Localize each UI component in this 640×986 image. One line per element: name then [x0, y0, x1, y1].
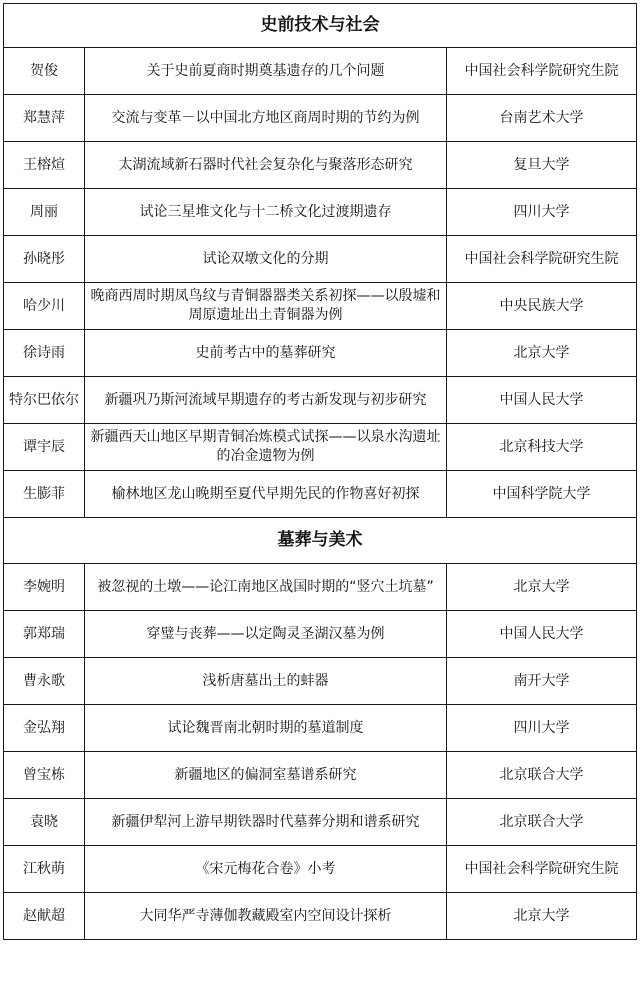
presenter-name: 江秋萌 — [4, 846, 85, 893]
presenter-name: 郭郑瑞 — [4, 611, 85, 658]
paper-title: 新疆伊犁河上游早期铁器时代墓葬分期和谱系研究 — [85, 799, 447, 846]
section-title: 史前技术与社会 — [4, 4, 637, 48]
table-row — [4, 377, 637, 424]
table-row — [4, 471, 637, 518]
presenter-name: 金弘翔 — [4, 705, 85, 752]
presenter-name: 曹永歌 — [4, 658, 85, 705]
institution-name: 北京大学 — [447, 564, 637, 611]
table-row — [4, 846, 637, 893]
paper-title: 史前考古中的墓葬研究 — [85, 330, 447, 377]
institution-name: 中国社会科学院研究生院 — [447, 236, 637, 283]
institution-name: 北京科技大学 — [447, 424, 637, 471]
paper-title: 试论三星堆文化与十二桥文化过渡期遗存 — [85, 189, 447, 236]
institution-name: 复旦大学 — [447, 142, 637, 189]
institution-name: 南开大学 — [447, 658, 637, 705]
table-row — [4, 95, 637, 142]
institution-name: 四川大学 — [447, 705, 637, 752]
table-row — [4, 142, 637, 189]
table-row — [4, 658, 637, 705]
presenter-name: 李婉明 — [4, 564, 85, 611]
presenter-name: 周丽 — [4, 189, 85, 236]
paper-title: 新疆西天山地区早期青铜冶炼模式试探——以泉水沟遗址的冶金遗物为例 — [85, 424, 447, 471]
table-row — [4, 283, 637, 330]
paper-title: 新疆地区的偏洞室墓谱系研究 — [85, 752, 447, 799]
paper-title: 穿璧与丧葬——以定陶灵圣湖汉墓为例 — [85, 611, 447, 658]
table-row — [4, 330, 637, 377]
institution-name: 台南艺术大学 — [447, 95, 637, 142]
paper-title: 大同华严寺薄伽教藏殿室内空间设计探析 — [85, 893, 447, 940]
paper-title: 试论双墩文化的分期 — [85, 236, 447, 283]
section-header-prehistoric-technology-society — [4, 4, 637, 48]
institution-name: 中国科学院大学 — [447, 471, 637, 518]
institution-name: 北京大学 — [447, 330, 637, 377]
paper-title: 太湖流域新石器时代社会复杂化与聚落形态研究 — [85, 142, 447, 189]
institution-name: 中央民族大学 — [447, 283, 637, 330]
institution-name: 中国人民大学 — [447, 377, 637, 424]
presenter-name: 赵献超 — [4, 893, 85, 940]
table-row — [4, 236, 637, 283]
table-row — [4, 705, 637, 752]
presenter-name: 郑慧萍 — [4, 95, 85, 142]
table-body — [4, 4, 637, 940]
paper-title: 关于史前夏商时期奠基遗存的几个问题 — [85, 48, 447, 95]
presenter-name: 贺俊 — [4, 48, 85, 95]
institution-name: 中国社会科学院研究生院 — [447, 846, 637, 893]
presenter-name: 曾宝栋 — [4, 752, 85, 799]
table-row — [4, 752, 637, 799]
presentation-schedule — [3, 3, 636, 940]
section-title: 墓葬与美术 — [4, 518, 637, 564]
presenter-name: 王榕煊 — [4, 142, 85, 189]
institution-name: 中国社会科学院研究生院 — [447, 48, 637, 95]
presenter-name: 谭宇辰 — [4, 424, 85, 471]
table-row — [4, 48, 637, 95]
table-row — [4, 189, 637, 236]
paper-title: 被忽视的土墩——论江南地区战国时期的“竖穴土坑墓” — [85, 564, 447, 611]
institution-name: 中国人民大学 — [447, 611, 637, 658]
presenter-name: 生膨菲 — [4, 471, 85, 518]
institution-name: 北京联合大学 — [447, 752, 637, 799]
institution-name: 四川大学 — [447, 189, 637, 236]
paper-title: 《宋元梅花合卷》小考 — [85, 846, 447, 893]
paper-title: 试论魏晋南北朝时期的墓道制度 — [85, 705, 447, 752]
paper-title: 新疆巩乃斯河流域早期遗存的考古新发现与初步研究 — [85, 377, 447, 424]
table-row — [4, 893, 637, 940]
presenter-name: 徐诗雨 — [4, 330, 85, 377]
table-row — [4, 799, 637, 846]
paper-title: 浅析唐墓出土的蚌器 — [85, 658, 447, 705]
schedule-table — [3, 3, 637, 940]
presenter-name: 哈少川 — [4, 283, 85, 330]
presenter-name: 袁晓 — [4, 799, 85, 846]
presenter-name: 孙晓彤 — [4, 236, 85, 283]
paper-title: 晚商西周时期凤鸟纹与青铜器器类关系初探——以殷墟和周原遗址出土青铜器为例 — [85, 283, 447, 330]
institution-name: 北京大学 — [447, 893, 637, 940]
paper-title: 榆林地区龙山晚期至夏代早期先民的作物喜好初探 — [85, 471, 447, 518]
section-header-burials-and-art — [4, 518, 637, 564]
table-row — [4, 564, 637, 611]
paper-title: 交流与变革－以中国北方地区商周时期的节约为例 — [85, 95, 447, 142]
institution-name: 北京联合大学 — [447, 799, 637, 846]
presenter-name: 特尔巴依尔 — [4, 377, 85, 424]
table-row — [4, 611, 637, 658]
table-row — [4, 424, 637, 471]
